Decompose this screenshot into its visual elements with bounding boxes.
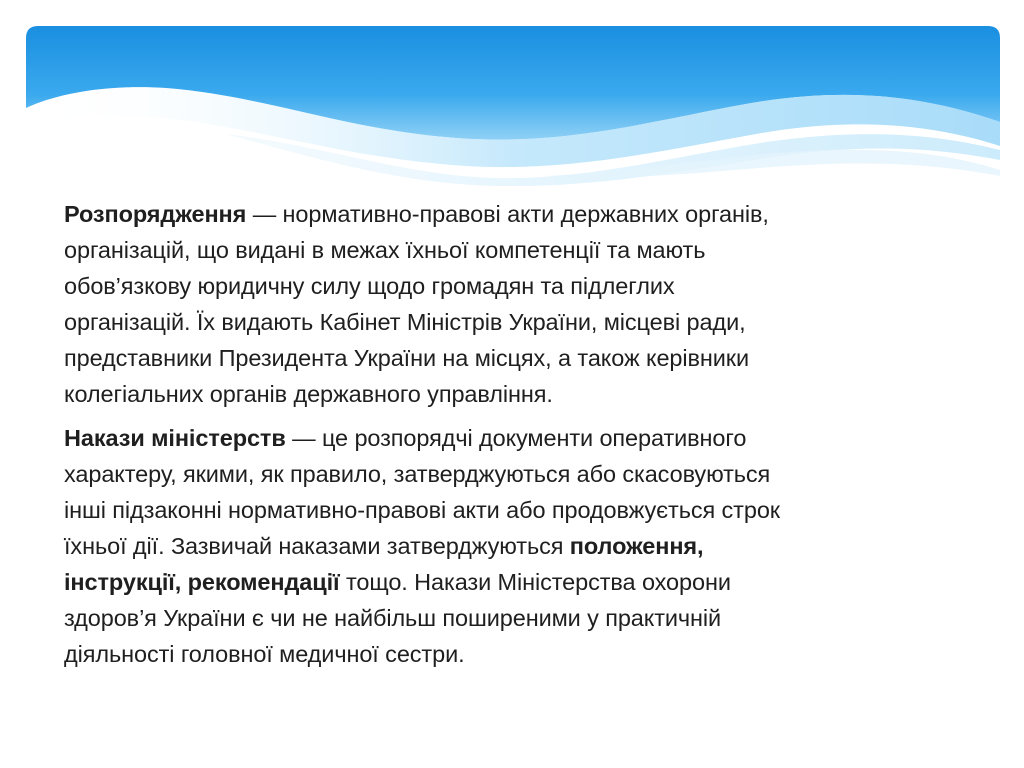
p1-line5: представники Президента України на місцях, а також керівники <box>64 345 750 371</box>
paragraph-rozporiadzhennia <box>64 196 964 412</box>
p1-line1: — нормативно-правові акти державних органів, <box>246 201 769 227</box>
p1-line2: організацій, що видані в межах їхньої компетенції та мають <box>64 237 706 263</box>
p1-line4: організацій. Їх видають Кабінет Міністрів України, місцеві ради, <box>64 309 746 335</box>
p2-line5: тощо. Накази Міністерства охорони <box>339 569 731 595</box>
paragraph-nakazy-ministerstv <box>64 420 964 672</box>
p2-line3: інші підзаконні нормативно-правові акти або продовжується строк <box>64 497 780 523</box>
p1-line6: колегіальних органів державного управління. <box>64 381 553 407</box>
p2-line4: їхньої дії. Зазвичай наказами затверджуються <box>64 533 570 559</box>
p2-line7: діяльності головної медичної сестри. <box>64 641 465 667</box>
term-rozporiadzhennia: Розпорядження <box>64 201 247 227</box>
p2-bold-polozhennia: положення, <box>569 533 704 559</box>
p2-line6: здоров’я України є чи не найбільш поширеними у практичній <box>64 605 722 631</box>
slide-body-text <box>64 196 964 680</box>
p2-line1: — це розпорядчі документи оперативного <box>285 425 747 451</box>
header-wave-decoration <box>26 26 1000 186</box>
p2-bold-instruktsii: інструкції, рекомендації <box>64 569 340 595</box>
p2-line2: характеру, якими, як правило, затверджуються або скасовуються <box>64 461 771 487</box>
p1-line3: обов’язкову юридичну силу щодо громадян та підлеглих <box>64 273 675 299</box>
term-nakazy-ministerstv: Накази міністерств <box>64 425 286 451</box>
